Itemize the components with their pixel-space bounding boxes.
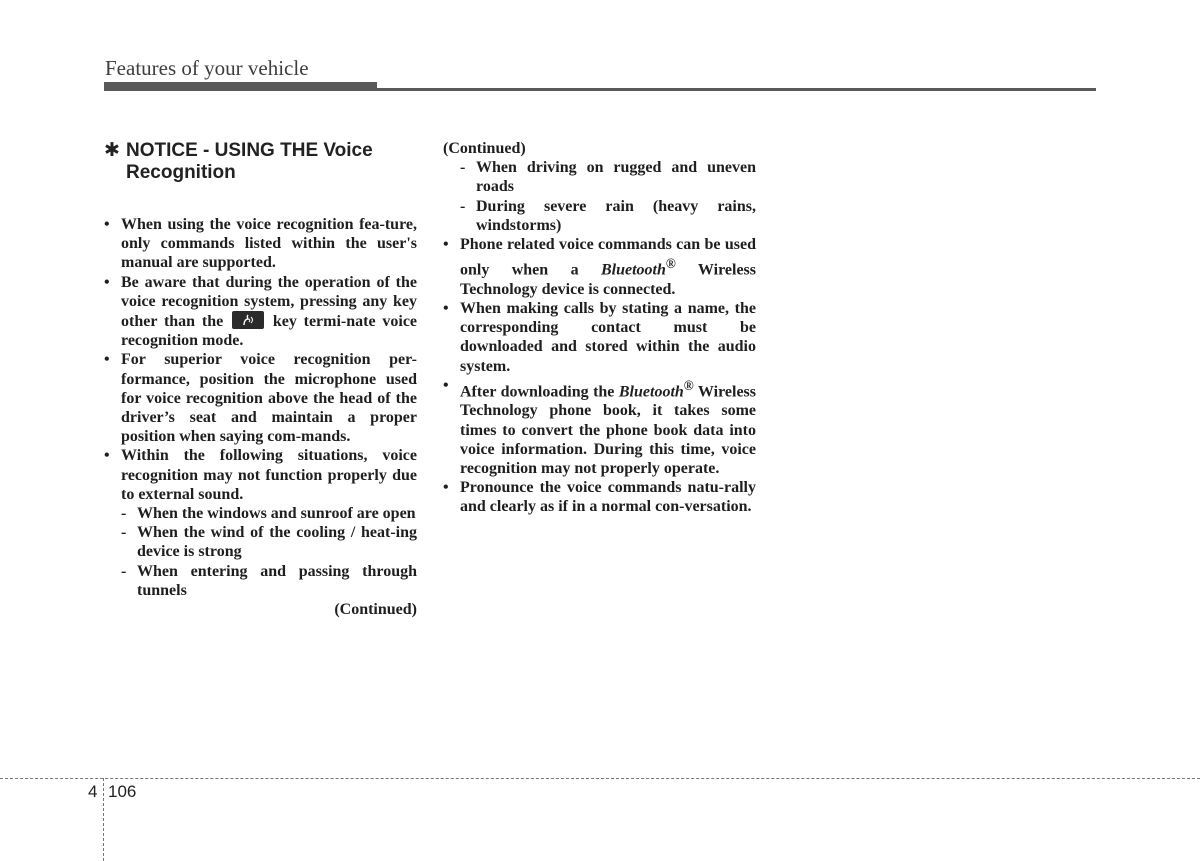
- sub-item: [443, 197, 756, 235]
- bullet-dot: •: [104, 273, 110, 291]
- bluetooth-brand: Bluetooth: [618, 383, 684, 401]
- voice-recognition-key-icon: [232, 311, 264, 329]
- footer-vertical-divider: [103, 778, 104, 861]
- bullet-text: When using the voice recognition fea-ture, only commands listed within the user's manual are supported.: [121, 216, 417, 272]
- page-header-title: Features of your vehicle: [105, 56, 309, 80]
- bullet-text: Phone related voice commands can be used only when a: [460, 236, 756, 279]
- bullet-text: Pronounce the voice commands natu-rally and clearly as if in a normal con-versation.: [460, 479, 756, 516]
- sub-text: When the wind of the cooling / heat-ing device is strong: [137, 524, 417, 561]
- right-column: [443, 139, 756, 517]
- notice-title-line2: Recognition: [126, 162, 236, 183]
- bullet-item: [104, 446, 417, 504]
- sub-dash: -: [121, 524, 127, 542]
- bluetooth-brand: Bluetooth: [600, 261, 666, 279]
- sub-item: [104, 562, 417, 600]
- sub-text: When entering and passing through tunnels: [137, 562, 417, 599]
- bullet-item: [443, 376, 756, 478]
- bullet-item: [443, 235, 756, 299]
- sub-text: When the windows and sunroof are open: [137, 505, 416, 523]
- bullet-dot: •: [104, 216, 110, 233]
- sub-text: When driving on rugged and uneven roads: [476, 159, 756, 196]
- bullet-text: key termi-nate voice recognition mode.: [121, 313, 418, 350]
- sub-dash: -: [460, 197, 466, 215]
- header-rule-thick: [104, 82, 377, 91]
- bullet-dot: •: [443, 479, 449, 497]
- sub-item: [104, 504, 417, 523]
- sub-dash: -: [121, 562, 127, 580]
- bullet-item: [104, 273, 417, 351]
- left-column: [104, 215, 417, 619]
- bullet-item: [443, 478, 756, 516]
- sub-item: [443, 158, 756, 196]
- bullet-item: [443, 299, 756, 376]
- bullet-dot: •: [443, 299, 449, 317]
- header-rule-thin: [377, 88, 1096, 91]
- sub-text: During severe rain (heavy rains, windstorms): [476, 197, 756, 234]
- bullet-item: [104, 215, 417, 273]
- footer-divider: [0, 778, 1200, 779]
- chapter-number: 4: [88, 782, 98, 801]
- bullet-text: Be aware that during the operation of the voice recognition system, pressing any key other than the: [121, 273, 417, 331]
- bullet-text: When making calls by stating a name, the corresponding contact must be downloaded and stored within the audio system.: [460, 299, 756, 375]
- bullet-dot: •: [443, 236, 449, 254]
- bullet-text: Wireless Technology device is connected.: [460, 261, 756, 298]
- sub-item: [104, 523, 417, 561]
- registered-mark: ®: [665, 256, 676, 272]
- bullet-text: For superior voice recognition per-formance, position the microphone used for voice recognition above the head of the driver’s seat and maintain a proper position when saying com-mands.: [121, 351, 417, 446]
- bullet-dot: •: [443, 376, 449, 394]
- bullet-dot: •: [104, 447, 110, 465]
- sub-dash: -: [460, 159, 466, 177]
- asterisk-icon: ✱: [104, 140, 120, 161]
- continued-label: (Continued): [443, 140, 526, 157]
- registered-mark: ®: [683, 377, 694, 393]
- bullet-text: After downloading the: [460, 383, 615, 401]
- sub-dash: -: [121, 505, 127, 523]
- page-number: 106: [108, 782, 137, 801]
- notice-title-line1: NOTICE - USING THE Voice: [126, 140, 373, 161]
- bullet-dot: •: [104, 351, 110, 369]
- bullet-text: Within the following situations, voice recognition may not function properly due to external sound.: [121, 447, 417, 503]
- bullet-item: [104, 350, 417, 446]
- notice-heading: [104, 140, 424, 184]
- continued-label: (Continued): [334, 601, 417, 619]
- bullet-text: Wireless Technology phone book, it takes some times to convert the phone book data into voice information. During this time, voice recognition may not properly operate.: [460, 383, 756, 477]
